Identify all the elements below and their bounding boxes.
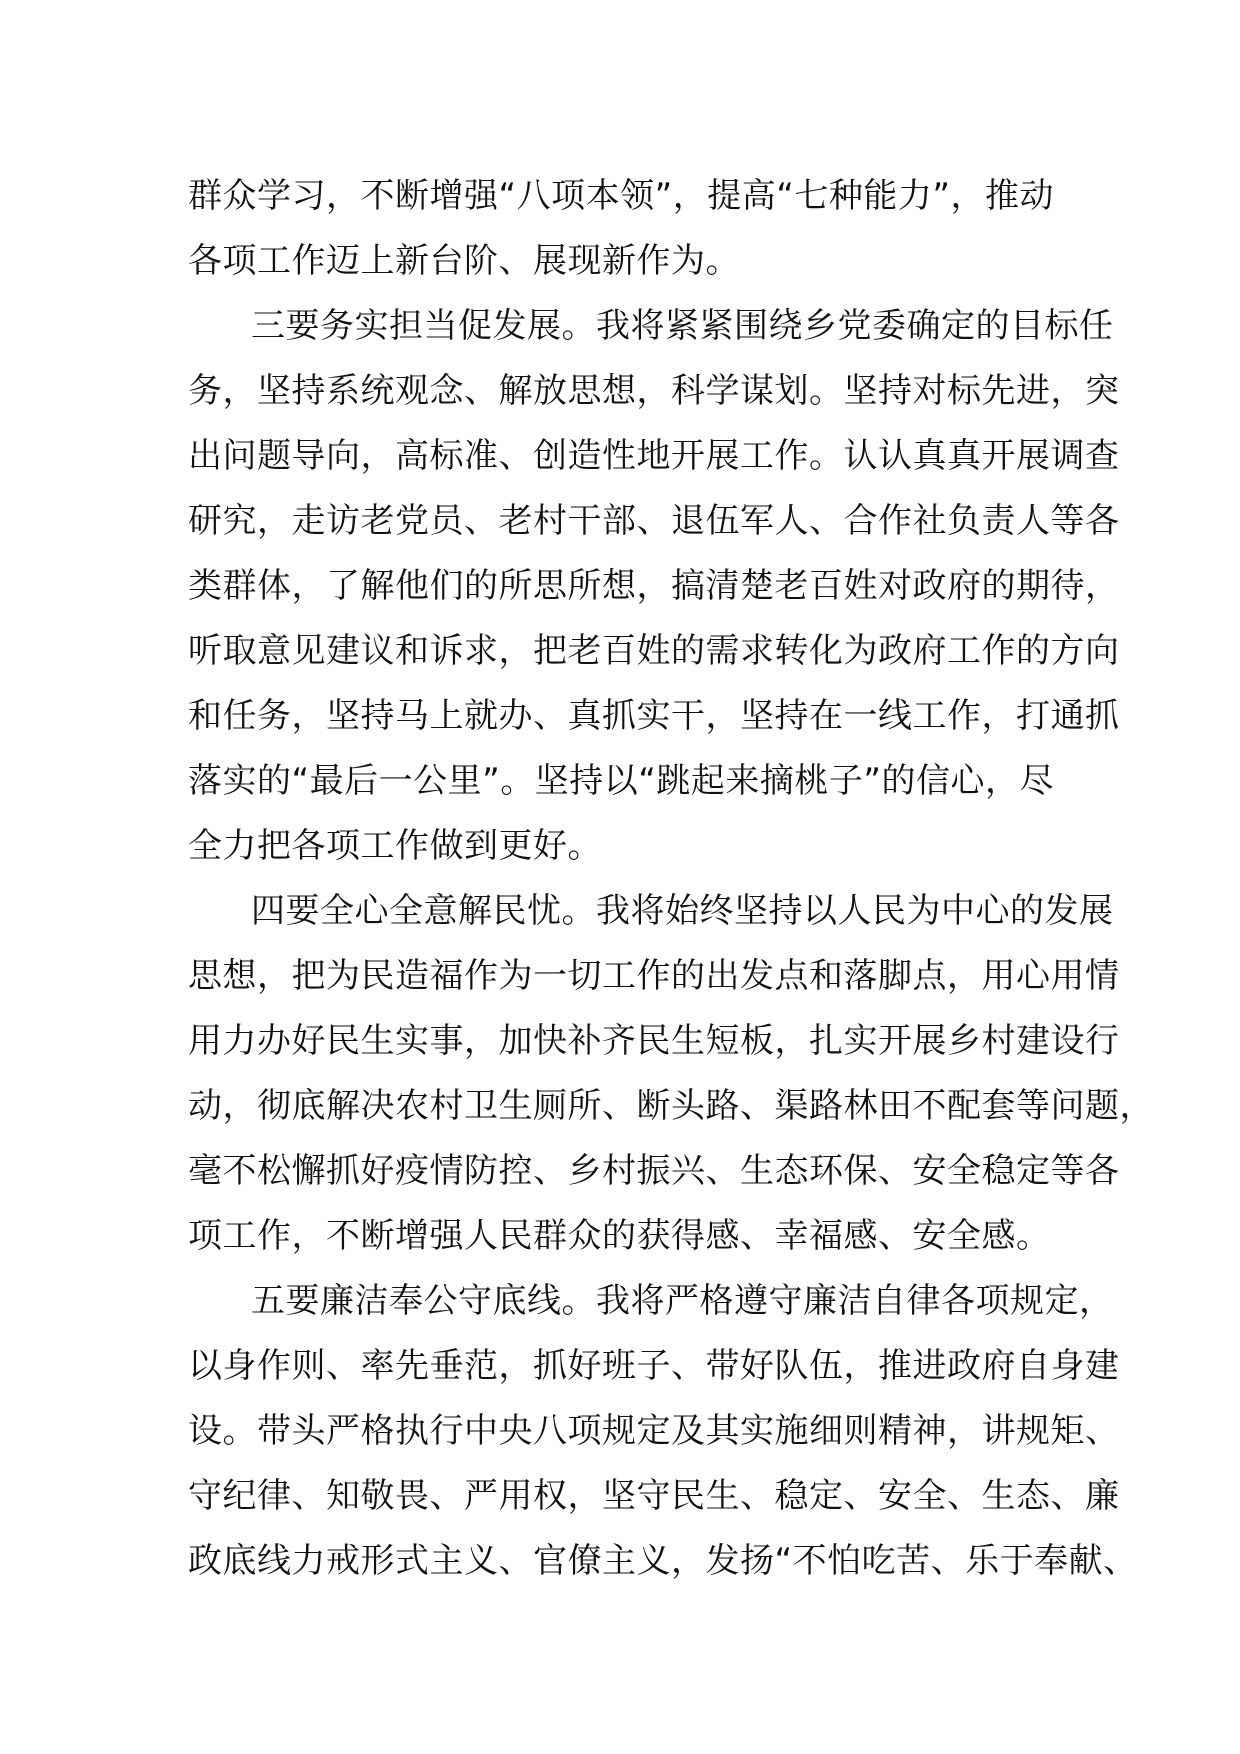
paragraph-start-line: 五要廉洁奉公守底线。我将严格遵守廉洁自律各项规定，: [251, 1281, 1114, 1321]
body-line: 毫不松懈抓好疫情防控、乡村振兴、生态环保、安全稳定等各: [188, 1151, 1120, 1191]
body-line: 守纪律、知敬畏、严用权，坚守民生、稳定、安全、生态、廉: [188, 1476, 1120, 1516]
body-line: 听取意见建议和诉求，把老百姓的需求转化为政府工作的方向: [188, 631, 1120, 671]
body-line: 各项工作迈上新台阶、展现新作为。: [188, 241, 740, 281]
body-line: 设。带头严格执行中央八项规定及其实施细则精神，讲规矩、: [188, 1411, 1120, 1451]
document-body: [188, 164, 1154, 1594]
body-line: 动，彻底解决农村卫生厕所、断头路、渠路林田不配套等问题，: [188, 1086, 1154, 1126]
paragraph-start-line: 三要务实担当促发展。我将紧紧围绕乡党委确定的目标任: [251, 306, 1114, 346]
paragraph-start-line: 四要全心全意解民忧。我将始终坚持以人民为中心的发展: [251, 891, 1114, 931]
body-line: 用力办好民生实事，加快补齐民生短板，扎实开展乡村建设行: [188, 1021, 1120, 1061]
body-line: 研究，走访老党员、老村干部、退伍军人、合作社负责人等各: [188, 501, 1120, 541]
body-line: 务，坚持系统观念、解放思想，科学谋划。坚持对标先进，突: [188, 371, 1120, 411]
body-line: 和任务，坚持马上就办、真抓实干，坚持在一线工作，打通抓: [188, 696, 1120, 736]
body-line: 类群体，了解他们的所思所想，搞清楚老百姓对政府的期待，: [188, 566, 1120, 606]
body-line: 思想，把为民造福作为一切工作的出发点和落脚点，用心用情: [188, 956, 1120, 996]
body-line: 群众学习，不断增强“八项本领”，提高“七种能力”，推动: [188, 176, 1054, 216]
body-line: 以身作则、率先垂范，抓好班子、带好队伍，推进政府自身建: [188, 1346, 1120, 1386]
body-line: 政底线力戒形式主义、官僚主义，发扬“不怕吃苦、乐于奉献、: [188, 1541, 1138, 1581]
body-line: 落实的“最后一公里”。坚持以“跳起来摘桃子”的信心，尽: [188, 761, 1054, 801]
body-line: 出问题导向，高标准、创造性地开展工作。认认真真开展调查: [188, 436, 1120, 476]
body-line: 项工作，不断增强人民群众的获得感、幸福感、安全感。: [188, 1216, 1051, 1256]
body-line: 全力把各项工作做到更好。: [188, 826, 602, 866]
